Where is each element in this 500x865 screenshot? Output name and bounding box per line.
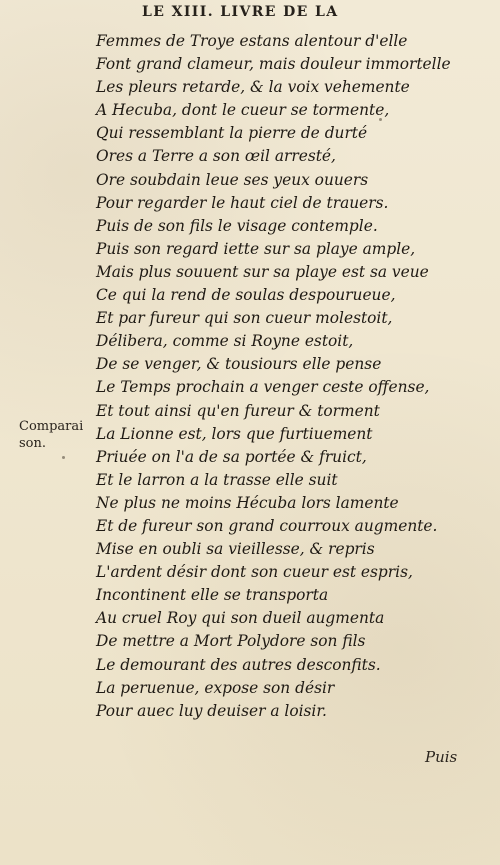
verse-line: Délibera, comme si Royne estoit, [96, 332, 354, 351]
catchword: Puis [425, 748, 458, 766]
verse-line: De se venger, & tousiours elle pense [96, 355, 382, 374]
verse-line: L'ardent désir dont son cueur est espris, [96, 563, 413, 582]
verse-line: De mettre a Mort Polydore son fils [96, 632, 366, 651]
paper-speck [62, 456, 65, 459]
marginal-note [19, 418, 93, 452]
marginal-note-line-1: Comparai [19, 419, 84, 434]
verse-line: Le Temps prochain a venger ceste offense, [96, 378, 430, 397]
verse-line: Et le larron a la trasse elle suit [96, 470, 338, 489]
verse-line: A Hecuba, dont le cueur se tormente, [96, 101, 390, 120]
verse-line: Ce qui la rend de soulas despourueue, [96, 286, 396, 305]
verse-line: Font grand clameur, mais douleur immortelle [96, 55, 451, 74]
verse-line: Et tout ainsi qu'en fureur & torment [96, 401, 380, 420]
verse-line: Femmes de Troye estans alentour d'elle [96, 32, 408, 50]
verse-line: Priuée on l'a de sa portée & fruict, [96, 447, 367, 466]
verse-line: Le demourant des autres desconfits. [96, 655, 381, 674]
verse-line: Ore soubdain leue ses yeux ouuers [96, 170, 369, 189]
verse-line: Puis son regard iette sur sa playe ample, [96, 239, 416, 258]
marginal-note-line-2: son. [19, 436, 47, 451]
verse-line: Et par fureur qui son cueur molestoit, [96, 309, 393, 328]
verse-line: Pour auec luy deuiser a loisir. [96, 701, 327, 720]
paper-speck [379, 118, 382, 121]
verse-line: Au cruel Roy qui son dueil augmenta [96, 609, 385, 628]
verse-line: Puis de son fils le visage contemple. [96, 216, 378, 235]
verse-line: Ores a Terre a son œil arresté, [96, 147, 336, 166]
verse-block [96, 30, 451, 723]
running-header: LE XIII. LIVRE DE LA [142, 4, 339, 20]
verse-line: Pour regarder le haut ciel de trauers. [96, 193, 389, 212]
verse-line: Et de fureur son grand courroux augmente. [96, 516, 438, 535]
verse-line: Les pleurs retarde, & la voix vehemente [96, 78, 410, 97]
verse-line: La Lionne est, lors que furtiuement [96, 424, 373, 443]
verse-line: Mise en oubli sa vieillesse, & repris [96, 540, 375, 559]
verse-line: Mais plus souuent sur sa playe est sa veue [96, 262, 429, 281]
verse-line: Incontinent elle se transporta [96, 586, 329, 605]
verse-line: La peruenue, expose son désir [96, 678, 335, 697]
verse-line: Qui ressemblant la pierre de durté [96, 124, 368, 143]
paper-speck [350, 382, 353, 385]
verse-line: Ne plus ne moins Hécuba lors lamente [96, 493, 399, 512]
